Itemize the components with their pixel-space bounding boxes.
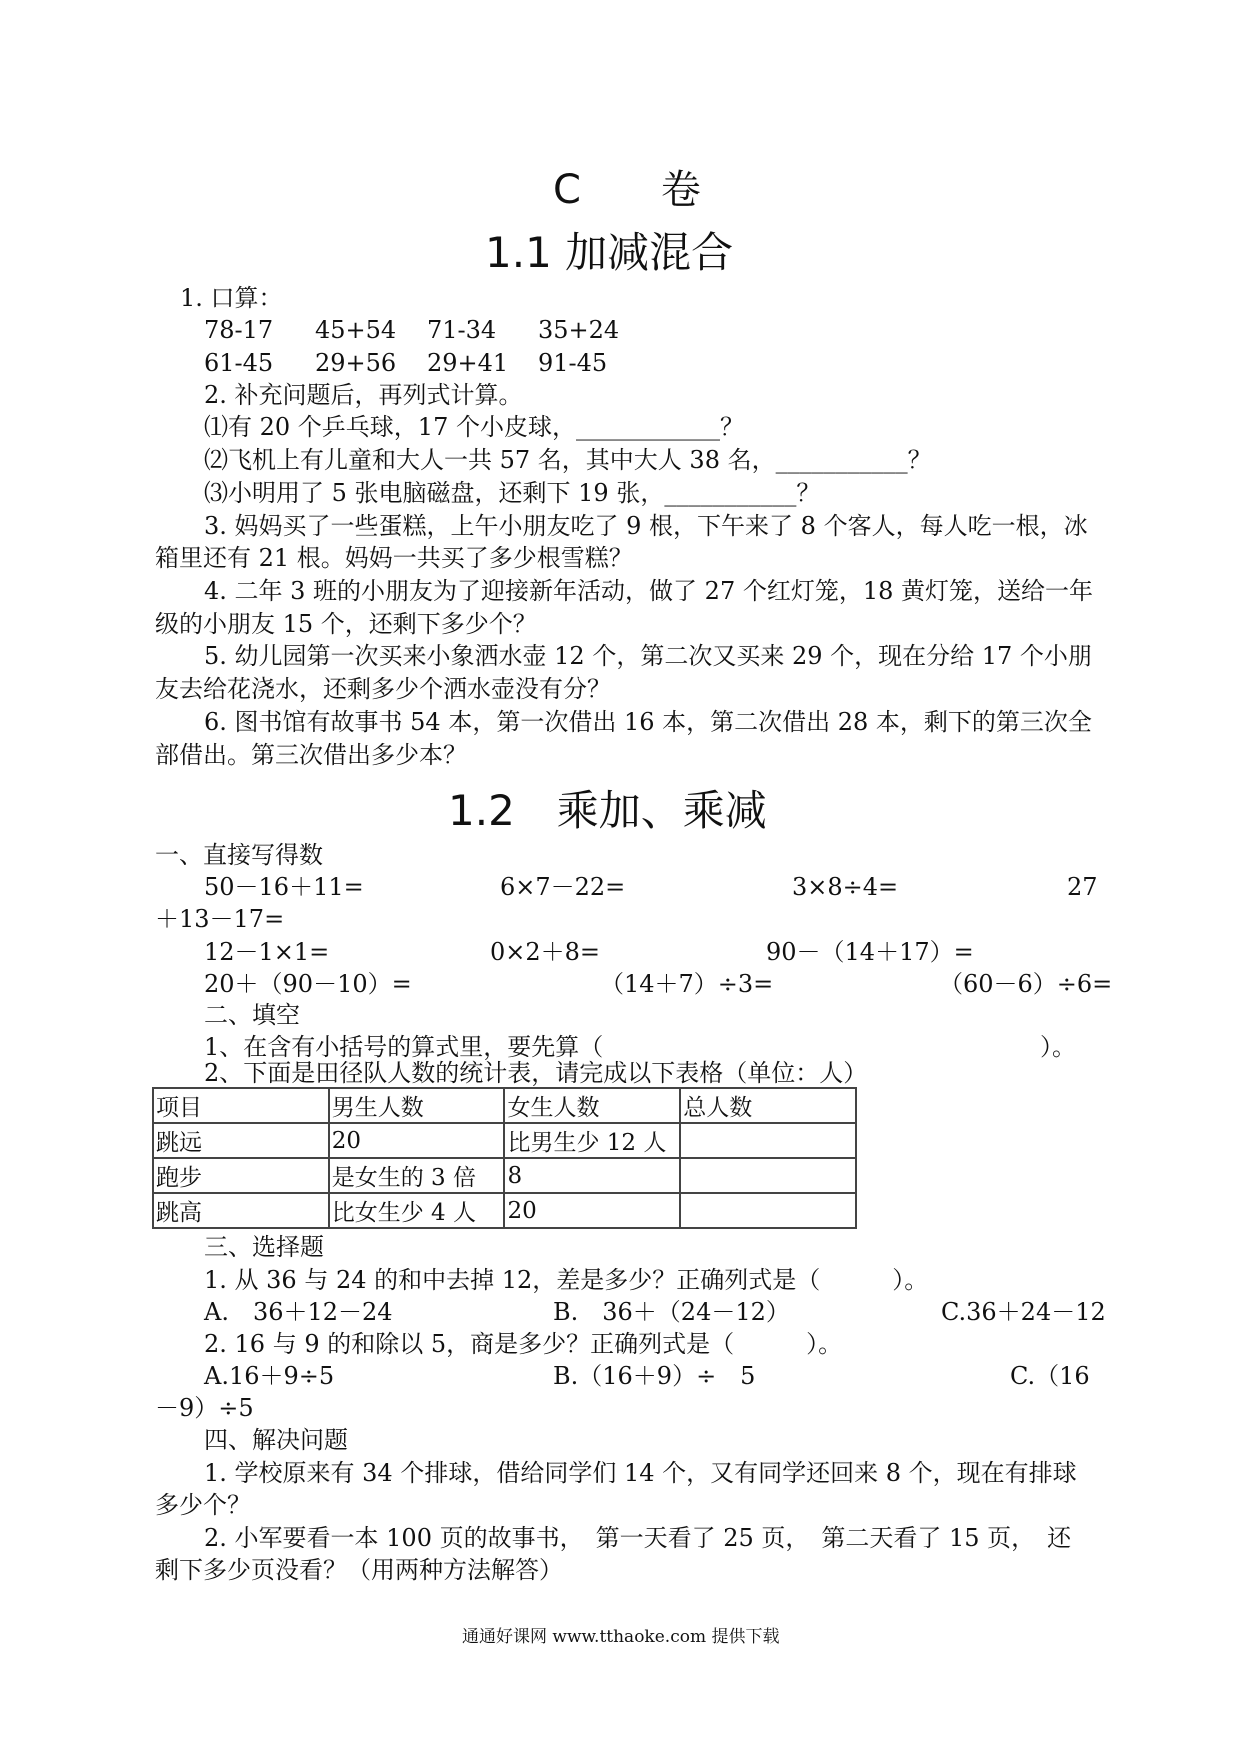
fill-2: 2、下面是田径队人数的统计表，请完成以下表格（单位：人） xyxy=(204,1059,868,1087)
q3-line1: 3. 妈妈买了一些蛋糕，上午小朋友吃了 9 根，下午来了 8 个客人，每人吃一根，冰 xyxy=(204,512,1088,540)
q1-label: 1. 口算： xyxy=(180,284,283,312)
problem-2-line1: 2. 小军要看一本 100 页的故事书， 第一天看了 25 页， 第二天看了 15 页， 还 xyxy=(204,1524,1072,1552)
section-1-heading: 1.1 加减混合 xyxy=(485,228,734,277)
fill-1: 1、在含有小括号的算式里，要先算（ xyxy=(204,1033,604,1061)
calc-2-4: 91-45 xyxy=(538,349,608,377)
table-cell: 跑步 xyxy=(153,1158,329,1193)
page-footer: 通通好课网 www.tthaoke.com 提供下载 xyxy=(462,1627,780,1647)
expr-3: 3×8÷4= xyxy=(792,873,899,901)
table-row xyxy=(153,1158,856,1193)
table-cell: 8 xyxy=(504,1158,680,1193)
table-cell xyxy=(680,1123,856,1158)
table-row xyxy=(153,1123,856,1158)
expr-4-end: ＋13－17= xyxy=(155,905,285,933)
choice-1-option-c: C.36＋24－12 xyxy=(941,1298,1106,1326)
table-header-cell: 男生人数 xyxy=(329,1088,505,1123)
table-header-cell: 项目 xyxy=(153,1088,329,1123)
part-1-title: 一、直接写得数 xyxy=(155,841,323,869)
table-cell xyxy=(680,1158,856,1193)
expr-10: （60－6）÷6= xyxy=(939,970,1113,998)
fill-1-end: ）。 xyxy=(1040,1033,1076,1061)
q2-1: ⑴有 20 个乒乓球，17 个小皮球，____________？ xyxy=(204,413,744,441)
calc-2-3: 29+41 xyxy=(427,349,509,377)
table-header-cell: 总人数 xyxy=(680,1088,856,1123)
q2-3: ⑶小明用了 5 张电脑磁盘，还剩下 19 张，___________？ xyxy=(204,479,821,507)
table-cell: 比女生少 4 人 xyxy=(329,1193,505,1228)
calc-2-1: 61-45 xyxy=(204,349,274,377)
problem-1-line1: 1. 学校原来有 34 个排球，借给同学们 14 个，又有同学还回来 8 个，现在有排球 xyxy=(204,1459,1077,1487)
choice-2-option-a: A.16＋9÷5 xyxy=(204,1362,335,1390)
part-2-title: 二、填空 xyxy=(204,1001,300,1029)
expr-6: 0×2＋8= xyxy=(490,938,601,966)
expr-1: 50－16＋11= xyxy=(204,873,364,901)
expr-4-start: 27 xyxy=(1067,873,1098,901)
paper-title: C 卷 xyxy=(553,167,701,213)
problem-2-line2: 剩下多少页没看？（用两种方法解答） xyxy=(155,1556,563,1584)
table-cell: 比男生少 12 人 xyxy=(504,1123,680,1158)
choice-1-option-a: A. 36＋12－24 xyxy=(204,1298,393,1326)
q3-line2: 箱里还有 21 根。妈妈一共买了多少根雪糕？ xyxy=(155,544,633,572)
table-cell: 跳远 xyxy=(153,1123,329,1158)
choice-1-option-b: B. 36＋（24－12） xyxy=(553,1298,790,1326)
expr-5: 12－1×1= xyxy=(204,938,330,966)
choice-2-option-b: B.（16＋9）÷ 5 xyxy=(553,1362,756,1390)
part-4-title: 四、解决问题 xyxy=(204,1426,348,1454)
table-cell: 20 xyxy=(329,1123,505,1158)
table-cell: 是女生的 3 倍 xyxy=(329,1158,505,1193)
problem-1-line2: 多少个？ xyxy=(155,1491,251,1519)
q6-line1: 6. 图书馆有故事书 54 本，第一次借出 16 本，第二次借出 28 本，剩下的第三次全 xyxy=(204,708,1092,736)
calc-1-2: 45+54 xyxy=(315,316,397,344)
expr-9: （14＋7）÷3= xyxy=(600,970,774,998)
choice-2-question: 2. 16 与 9 的和除以 5，商是多少？正确列式是（ ）。 xyxy=(204,1330,843,1358)
table-row xyxy=(153,1193,856,1228)
q2: 2. 补充问题后，再列式计算。 xyxy=(204,381,523,409)
calc-2-2: 29+56 xyxy=(315,349,397,377)
calc-1-3: 71-34 xyxy=(427,316,497,344)
part-3-title: 三、选择题 xyxy=(204,1233,324,1261)
choice-2-option-c-cont: －9）÷5 xyxy=(155,1394,254,1422)
calc-1-4: 35+24 xyxy=(538,316,620,344)
q4-line1: 4. 二年 3 班的小朋友为了迎接新年活动，做了 27 个红灯笼，18 黄灯笼，送给一年 xyxy=(204,577,1094,605)
q2-2: ⑵飞机上有儿童和大人一共 57 名，其中大人 38 名，___________？ xyxy=(204,446,932,474)
choice-2-option-c: C.（16 xyxy=(1010,1362,1090,1390)
table-row xyxy=(153,1088,856,1123)
expr-2: 6×7－22= xyxy=(500,873,626,901)
table-cell: 跳高 xyxy=(153,1193,329,1228)
q6-line2: 部借出。第三次借出多少本？ xyxy=(155,741,467,769)
expr-7: 90－（14＋17）= xyxy=(766,938,974,966)
team-stats-table xyxy=(152,1087,857,1229)
table-cell xyxy=(680,1193,856,1228)
q5-line1: 5. 幼儿园第一次买来小象洒水壶 12 个，第二次又买来 29 个，现在分给 17 个小朋 xyxy=(204,642,1092,670)
q5-line2: 友去给花浇水，还剩多少个洒水壶没有分？ xyxy=(155,675,611,703)
calc-1-1: 78-17 xyxy=(204,316,274,344)
choice-1-question: 1. 从 36 与 24 的和中去掉 12，差是多少？正确列式是（ ）。 xyxy=(204,1266,929,1294)
table-header-cell: 女生人数 xyxy=(504,1088,680,1123)
q4-line2: 级的小朋友 15 个，还剩下多少个？ xyxy=(155,610,537,638)
table-cell: 20 xyxy=(504,1193,680,1228)
section-2-heading: 1.2 乘加、乘减 xyxy=(448,786,767,835)
expr-8: 20＋（90－10）= xyxy=(204,970,412,998)
